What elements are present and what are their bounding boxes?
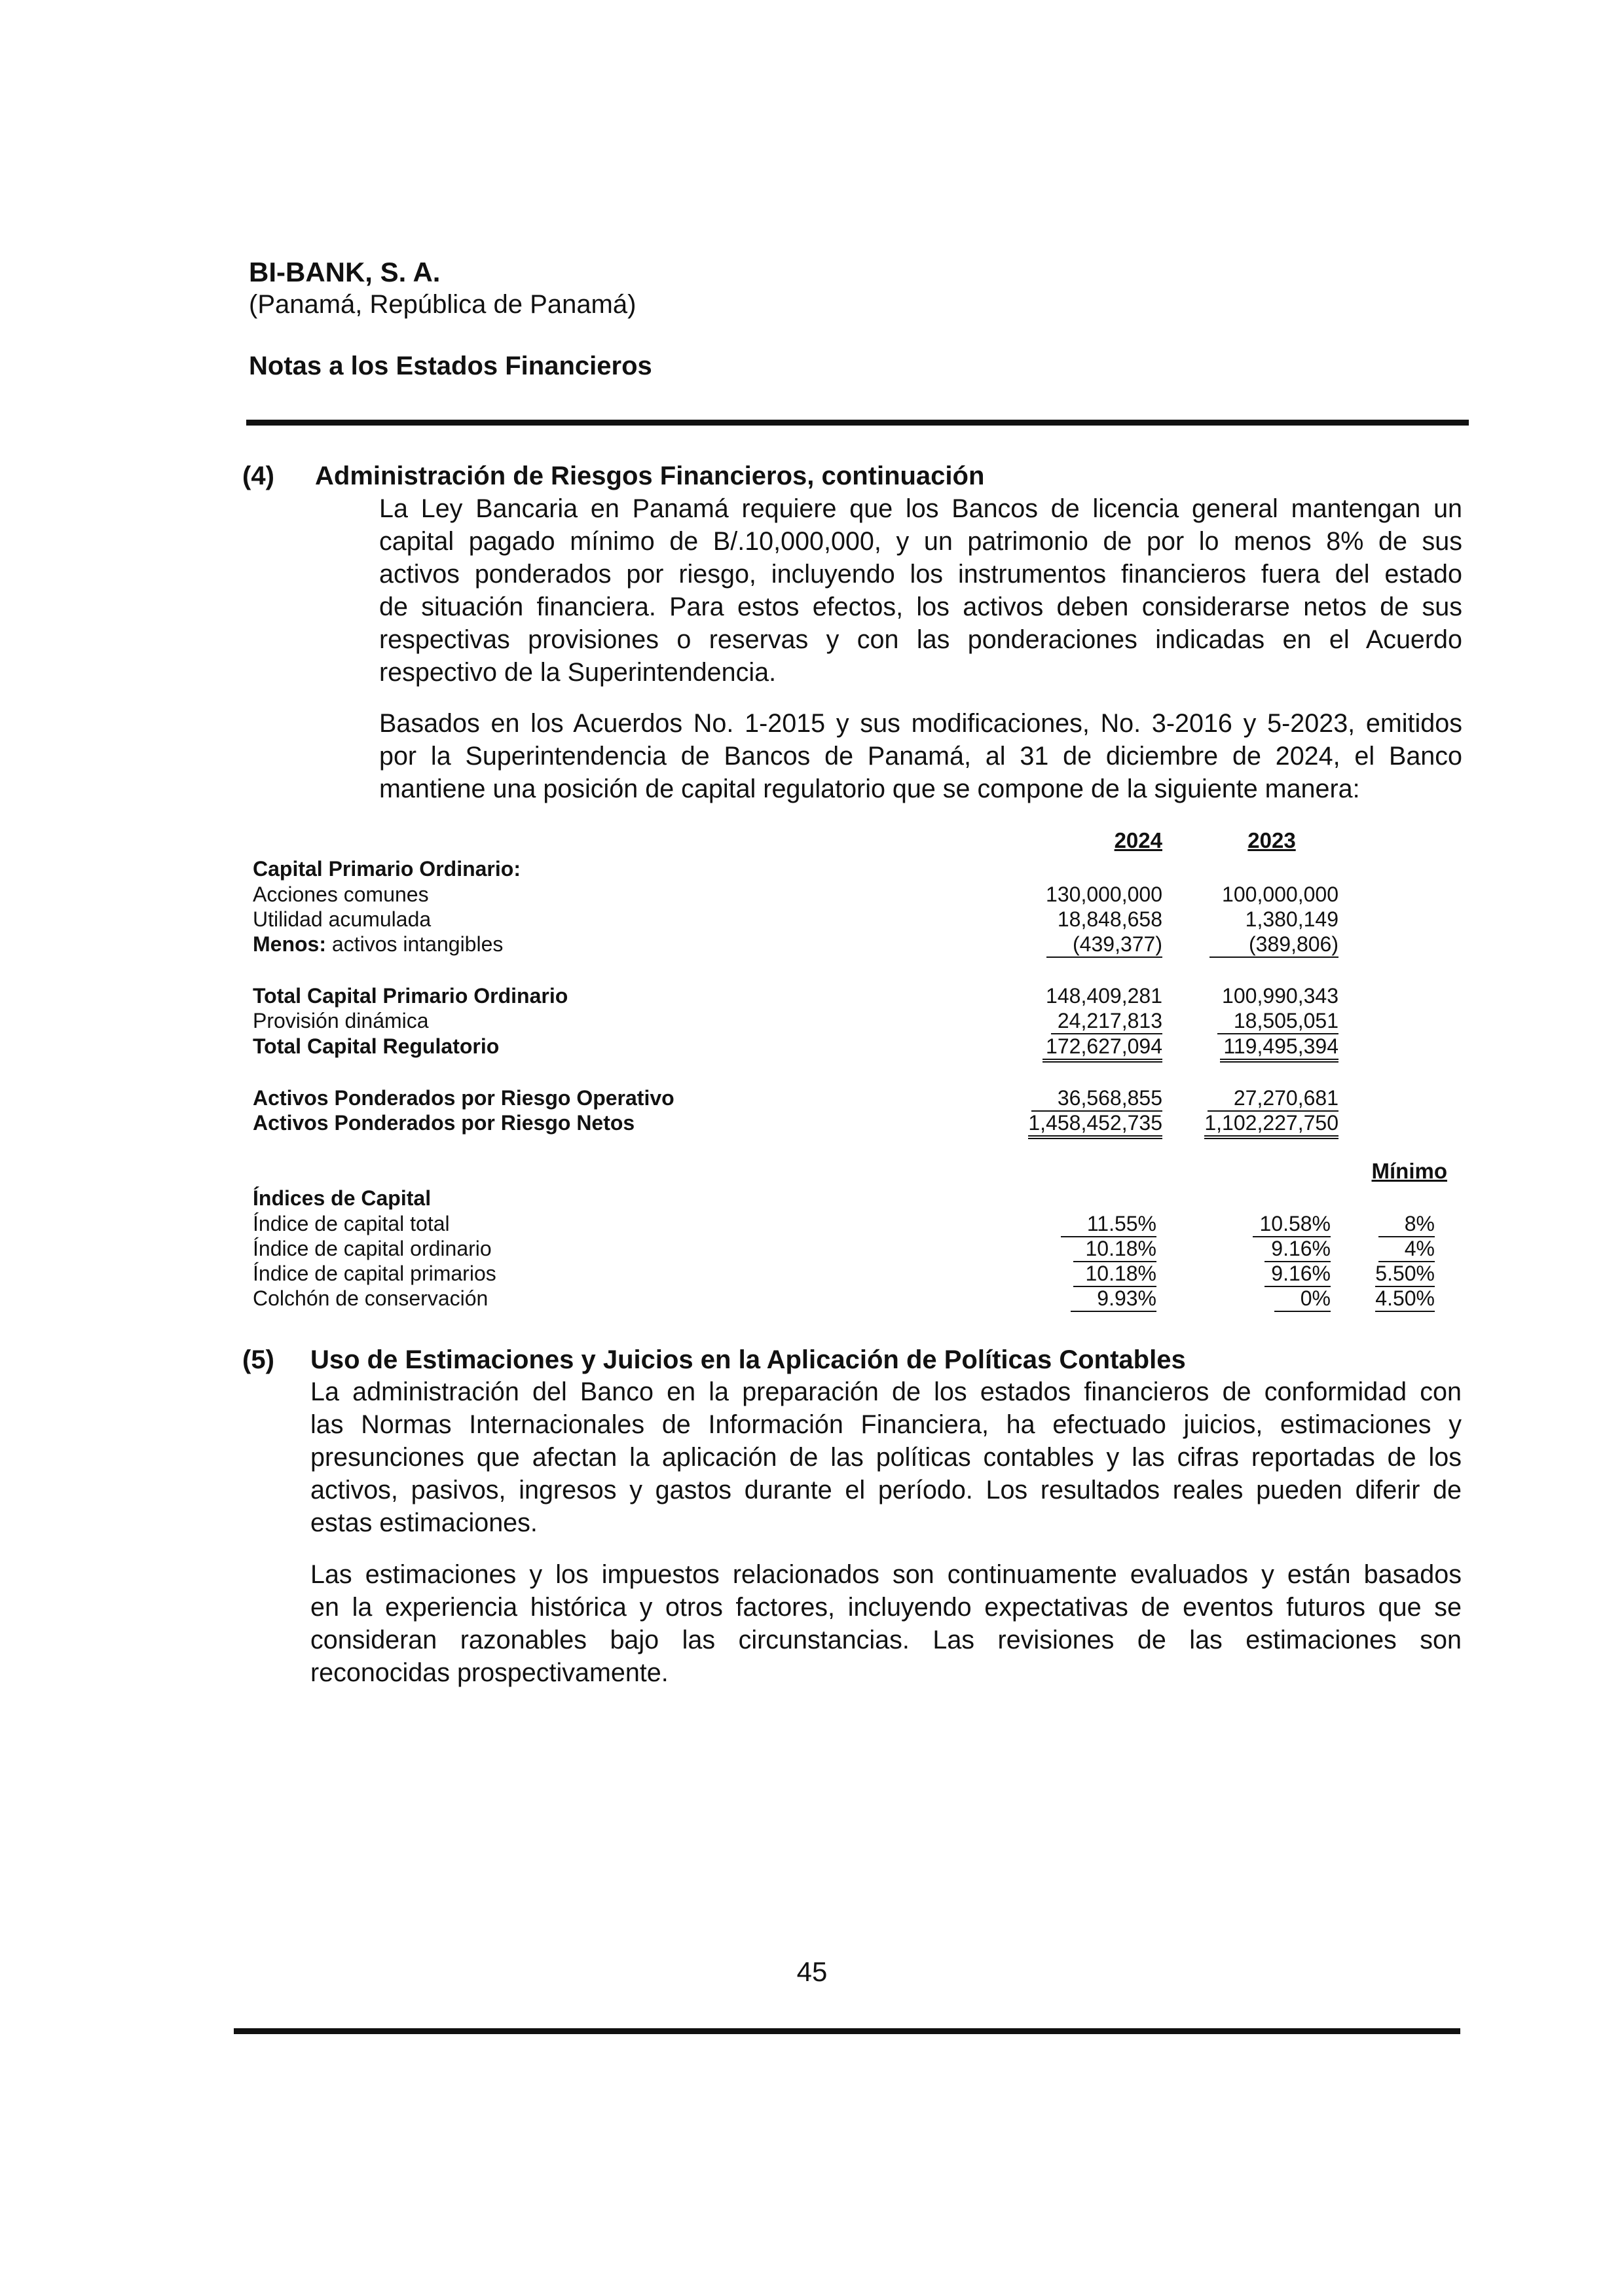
paragraph-line: La administración del Banco en la preparación de los estados financieros de conformidad con: [310, 1377, 1462, 1406]
apr-operativo-2024: 36,568,855: [1022, 1085, 1162, 1112]
indice-capital-primarios-minimo: 5.50%: [1365, 1261, 1435, 1287]
provision-dinamica-2024: 24,217,813: [1022, 1008, 1162, 1034]
indice-capital-total-2024: 11.55%: [1022, 1211, 1156, 1237]
total-capital-primario-2024: 148,409,281: [1046, 984, 1162, 1008]
paragraph-line: La Ley Bancaria en Panamá requiere que los Bancos de licencia general mantengan un: [379, 494, 1462, 523]
indice-capital-ordinario-2024: 10.18%: [1022, 1236, 1156, 1262]
indice-capital-total-label: Índice de capital total: [253, 1212, 450, 1235]
paragraph-line: Las estimaciones y los impuestos relacionados son continuamente evaluados y están basados: [310, 1560, 1462, 1589]
indice-capital-ordinario-2023: 9.16%: [1192, 1236, 1331, 1262]
paragraph-line: activos ponderados por riesgo, incluyendo los instrumentos financieros fuera del estado: [379, 560, 1462, 589]
paragraph-line: por la Superintendencia de Bancos de Panamá, al 31 de diciembre de 2024, el Banco: [379, 742, 1462, 771]
total-capital-primario-label: Total Capital Primario Ordinario: [253, 984, 568, 1008]
total-capital-primario-2023: 100,990,343: [1222, 984, 1338, 1008]
utilidad-acumulada-2023: 1,380,149: [1245, 907, 1338, 931]
paragraph-line: respectivo de la Superintendencia.: [379, 658, 777, 687]
apr-operativo-2023: 27,270,681: [1200, 1085, 1338, 1112]
indice-capital-total-minimo: 8%: [1365, 1211, 1435, 1237]
section-4-title: Administración de Riesgos Financieros, continuación: [315, 462, 985, 490]
section-5-paragraph-1: [310, 1376, 1462, 1539]
paragraph-line: respectivas provisiones o reservas y con las ponderaciones indicadas en el Acuerdo: [379, 625, 1462, 654]
indice-capital-primarios-label: Índice de capital primarios: [253, 1262, 496, 1285]
indices-capital-heading: Índices de Capital: [253, 1186, 432, 1210]
paragraph-line: las Normas Internacionales de Información Financiera, ha efectuado juicios, estimaciones y: [310, 1410, 1462, 1439]
indice-capital-primarios-2023: 9.16%: [1192, 1261, 1331, 1287]
paragraph-line: presunciones que afectan la aplicación de las políticas contables y las cifras reportadas de los: [310, 1443, 1462, 1472]
section-5-title: Uso de Estimaciones y Juicios en la Aplicación de Políticas Contables: [310, 1345, 1186, 1374]
company-name: BI-BANK, S. A.: [249, 257, 441, 287]
colchon-conservacion-2024: 9.93%: [1022, 1286, 1156, 1312]
document-title: Notas a los Estados Financieros: [249, 352, 652, 380]
section-5-number: (5): [242, 1345, 274, 1374]
provision-dinamica-label: Provisión dinámica: [253, 1009, 429, 1032]
section-4-paragraph-1: [379, 492, 1462, 689]
paragraph-line: activos, pasivos, ingresos y gastos durante el período. Los resultados reales pueden diferir de: [310, 1476, 1462, 1504]
apr-netos-label: Activos Ponderados por Riesgo Netos: [253, 1111, 635, 1135]
total-capital-regulatorio-label: Total Capital Regulatorio: [253, 1034, 500, 1058]
utilidad-acumulada-label: Utilidad acumulada: [253, 907, 432, 931]
section-5-paragraph-2: [310, 1558, 1462, 1689]
colchon-conservacion-minimo: 4.50%: [1365, 1286, 1435, 1312]
paragraph-line: capital pagado mínimo de B/.10,000,000, y un patrimonio de por lo menos 8% de sus: [379, 527, 1462, 556]
header-divider: [246, 420, 1469, 426]
column-header-2023: 2023: [1247, 828, 1296, 852]
apr-operativo-label: Activos Ponderados por Riesgo Operativo: [253, 1086, 674, 1110]
apr-netos-2024: 1,458,452,735: [1022, 1110, 1162, 1139]
menos-intangibles-2023: (389,806): [1200, 932, 1338, 958]
capital-primario-heading: Capital Primario Ordinario:: [253, 857, 521, 881]
colchon-conservacion-label: Colchón de conservación: [253, 1286, 489, 1310]
apr-netos-2023: 1,102,227,750: [1200, 1110, 1338, 1139]
acciones-comunes-2024: 130,000,000: [1046, 883, 1162, 906]
total-capital-regulatorio-2023: 119,495,394: [1200, 1034, 1338, 1063]
menos-intangibles-2024: (439,377): [1022, 932, 1162, 958]
indice-capital-ordinario-label: Índice de capital ordinario: [253, 1237, 492, 1260]
provision-dinamica-2023: 18,505,051: [1200, 1008, 1338, 1034]
page-number: 45: [796, 1956, 828, 1987]
paragraph-line: Basados en los Acuerdos No. 1-2015 y sus modificaciones, No. 3-2016 y 5-2023, emitidos: [379, 709, 1462, 738]
colchon-conservacion-2023: 0%: [1192, 1286, 1331, 1312]
column-header-minimo: Mínimo: [1371, 1159, 1447, 1183]
menos-intangibles-label: Menos: activos intangibles: [253, 932, 504, 956]
paragraph-line: mantiene una posición de capital regulatorio que se compone de la siguiente manera:: [379, 774, 1360, 803]
paragraph-line: estas estimaciones.: [310, 1508, 538, 1537]
utilidad-acumulada-2024: 18,848,658: [1057, 907, 1162, 931]
acciones-comunes-label: Acciones comunes: [253, 883, 429, 906]
paragraph-line: de situación financiera. Para estos efectos, los activos deben considerarse netos de sus: [379, 592, 1462, 621]
paragraph-line: reconocidas prospectivamente.: [310, 1658, 669, 1687]
acciones-comunes-2023: 100,000,000: [1222, 883, 1338, 906]
company-location: (Panamá, República de Panamá): [249, 290, 637, 319]
section-4-paragraph-2: [379, 707, 1462, 805]
footer-divider: [234, 2028, 1460, 2034]
total-capital-regulatorio-2024: 172,627,094: [1022, 1034, 1162, 1063]
column-header-2024: 2024: [1114, 828, 1162, 852]
indice-capital-total-2023: 10.58%: [1192, 1211, 1331, 1237]
indice-capital-primarios-2024: 10.18%: [1022, 1261, 1156, 1287]
paragraph-line: consideran razonables bajo las circunstancias. Las revisiones de las estimaciones son: [310, 1626, 1462, 1654]
section-4-number: (4): [242, 462, 274, 490]
paragraph-line: en la experiencia histórica y otros factores, incluyendo expectativas de eventos futuros que se: [310, 1593, 1462, 1622]
indice-capital-ordinario-minimo: 4%: [1365, 1236, 1435, 1262]
